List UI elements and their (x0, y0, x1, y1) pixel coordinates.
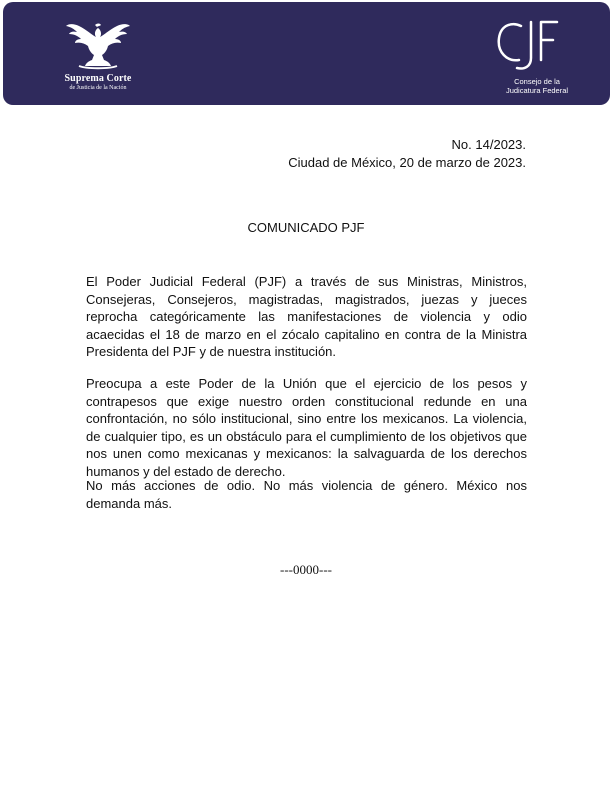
paragraph-1: El Poder Judicial Federal (PJF) a través de sus Ministras, Ministros, Consejeras, Consejeros, magistradas, magistrados, juezas y jueces reprocha categóricamente las manifestaciones de violencia y odio acaecidas el 18 de marzo en el zócalo capitalino en contra de la Ministra Presidenta del PJF y de nuestra institución. (86, 274, 527, 359)
document-meta (288, 136, 526, 172)
closing-mark: ---0000--- (280, 562, 332, 577)
letterhead-banner (3, 2, 610, 105)
place-date: Ciudad de México, 20 de marzo de 2023. (288, 155, 526, 170)
cjf-monogram-icon (491, 3, 583, 74)
paragraph-3: No más acciones de odio. No más violencia de género. México nos demanda más. (86, 478, 527, 511)
document-number: No. 14/2023. (451, 137, 526, 152)
cjf-monogram-text: CJF (491, 3, 521, 20)
cjf-line-2: Judicatura Federal (505, 86, 569, 95)
scjn-title: Suprema Corte (64, 73, 132, 84)
cjf-logo (487, 3, 587, 98)
paragraph-2: Preocupa a este Poder de la Unión que el ejercicio de los pesos y contrapesos que exige nuestro orden constitucional redunde en una confrontación, no sólo institucional, sino entre los mexicanos. La violencia, de cualquier tipo, es un obstáculo para el cumplimiento de los objetivos que nos unen como mexicanas y mexicanos: la salvaguarda de los derechos humanos y del estado de derecho. (86, 376, 527, 479)
scjn-subtitle: de Justicia de la Nación (69, 85, 127, 91)
cjf-line-1: Consejo de la (514, 77, 560, 86)
eagle-seal-icon (65, 20, 131, 70)
scjn-logo (55, 20, 145, 95)
document-title: COMUNICADO PJF (247, 220, 365, 235)
